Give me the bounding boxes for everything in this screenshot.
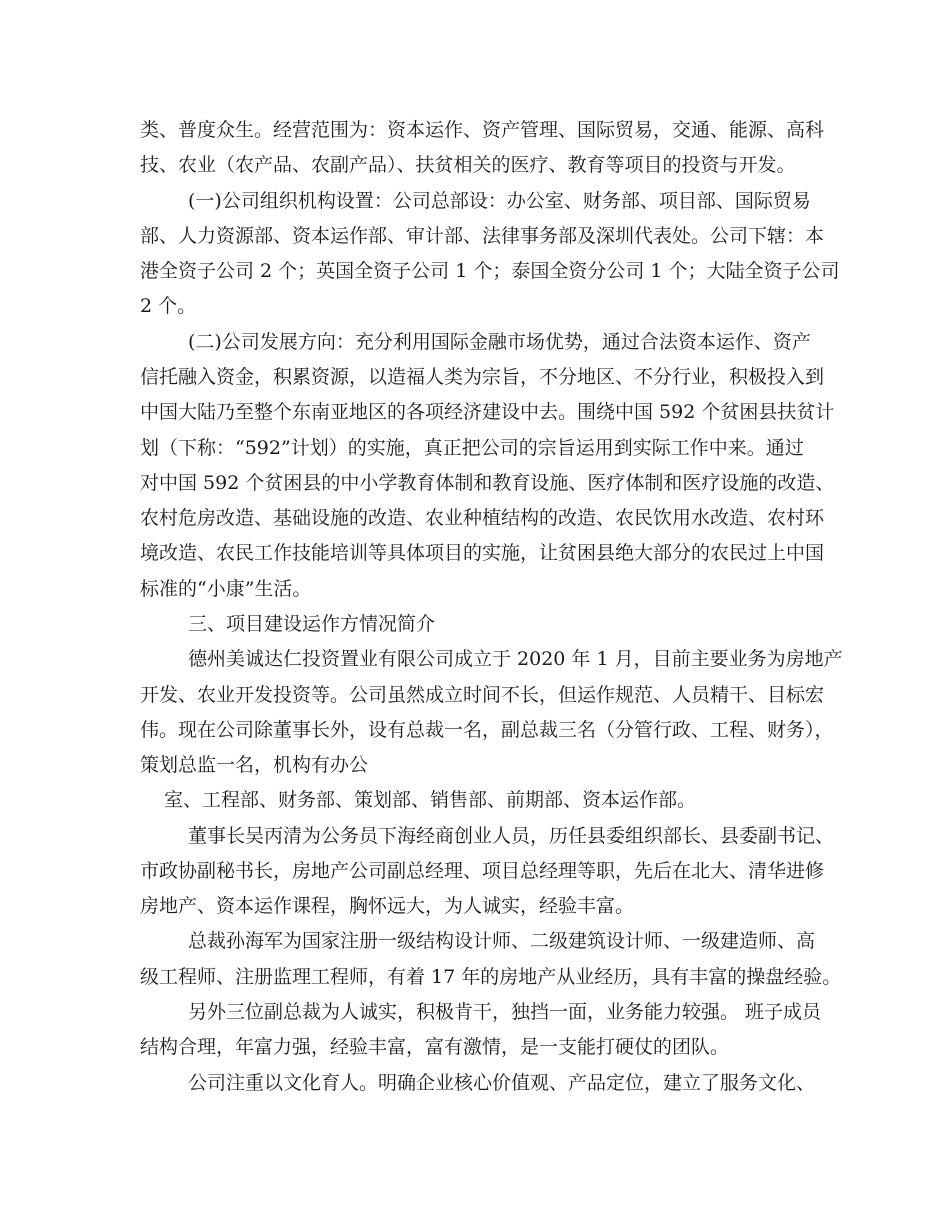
text-line: 信托融入资金，积累资源，以造福人类为宗旨，不分地区、不分行业，积极投入到 [140, 366, 825, 388]
text-line: 境改造、农民工作技能培训等具体项目的实施，让贫困县绝大部分的农民过上中国 [140, 542, 825, 564]
text-line: 伟。现在公司除董事长外，设有总裁一名，副总裁三名（分管行政、工程、财务）， [140, 719, 834, 741]
text-line: 类、普度众生。经营范围为：资本运作、资产管理、国际贸易，交通、能源、高科 [140, 119, 825, 141]
text-line: 港全资子公司 2 个；英国全资子公司 1 个；泰国全资分公司 1 个；大陆全资子公司 [140, 260, 840, 282]
paragraph-start: (一)公司组织机构设置：公司总部设：办公室、财务部、项目部、国际贸易 [188, 190, 811, 212]
text-line: 划（下称：“592”计划）的实施，真正把公司的宗旨运用到实际工作中来。通过 [140, 437, 804, 459]
paragraph-start: 公司注重以文化育人。明确企业核心价值观、产品定位，建立了服务文化、 [188, 1072, 816, 1094]
paragraph-start: 董事长吴丙清为公务员下海经商创业人员，历任县委组织部长、县委副书记、 [188, 825, 835, 847]
text-line: 结构合理，年富力强，经验丰富，富有激情，是一支能打硬仗的团队。 [140, 1036, 730, 1058]
text-line: 中国大陆乃至整个东南亚地区的各项经济建设中去。围绕中国 592 个贫困县扶贫计 [140, 401, 835, 423]
text-line: 部、人力资源部、资本运作部、审计部、法律事务部及深圳代表处。公司下辖：本 [140, 225, 825, 247]
text-line: 级工程师、注册监理工程师，有着 17 年的房地产从业经历，具有丰富的操盘经验。 [140, 966, 842, 988]
text-line: 农村危房改造、基础设施的改造、农业种植结构的改造、农民饮用水改造、农村环 [140, 507, 825, 529]
text-line: 开发、农业开发投资等。公司虽然成立时间不长，但运作规范、人员精干、目标宏 [140, 684, 825, 706]
paragraph-start: (二)公司发展方向：充分利用国际金融市场优势，通过合法资本运作、资产 [188, 331, 811, 353]
text-line: 策划总监一名，机构有办公 [140, 754, 369, 776]
text-line: 对中国 592 个贫困县的中小学教育体制和教育设施、医疗体制和医疗设施的改造、 [140, 472, 835, 494]
text-line: 标准的“小康”生活。 [140, 578, 312, 600]
text-line: 技、农业（农产品、农副产品）、扶贫相关的医疗、教育等项目的投资与开发。 [140, 154, 796, 176]
paragraph-start: 德州美诚达仁投资置业有限公司成立于 2020 年 1 月，目前主要业务为房地产 [188, 648, 843, 670]
text-line: 2 个。 [140, 295, 197, 317]
text-line: 房地产、资本运作课程，胸怀远大，为人诚实，经验丰富。 [140, 895, 635, 917]
text-line: 室、工程部、财务部、策划部、销售部、前期部、资本运作部。 [164, 789, 697, 811]
paragraph-start: 总裁孙海军为国家注册一级结构设计师、二级建筑设计师、一级建造师、高 [188, 930, 816, 952]
paragraph-start: 另外三位副总裁为人诚实，积极肯干，独挡一面，业务能力较强。 班子成员 [188, 1001, 822, 1023]
section-heading: 三、项目建设运作方情况简介 [188, 613, 436, 635]
text-line: 市政协副秘书长，房地产公司副总经理、项目总经理等职，先后在北大、清华进修 [140, 860, 825, 882]
